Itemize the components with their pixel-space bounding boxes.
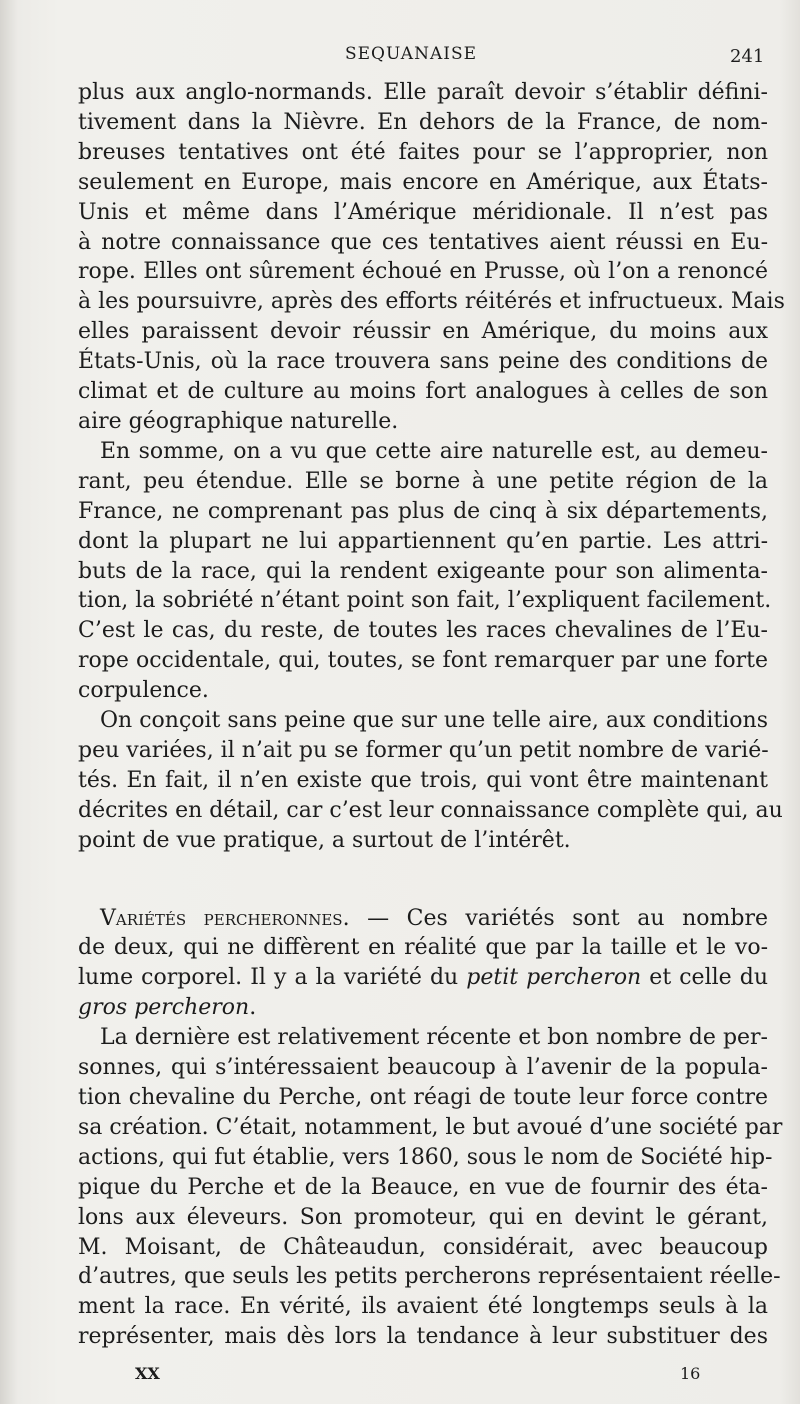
text-line: climat et de culture au moins fort analogues à celles de son: [78, 379, 768, 405]
text-line-with-italic: [78, 963, 768, 993]
text-line: peu variées, il n’ait pu se former qu’un petit nombre de varié-: [78, 737, 769, 763]
page-number: 241: [730, 46, 765, 67]
text-line: C’est le cas, du reste, de toutes les races chevalines de l’Eu-: [78, 618, 768, 644]
page-body: [78, 78, 785, 1352]
page-footer: [0, 1362, 800, 1392]
text-line: tivement dans la Nièvre. En dehors de la France, de nom-: [78, 109, 768, 135]
section-heading-text: — Ces variétés sont au nombre: [349, 905, 768, 931]
text-line: actions, qui fut établie, vers 1860, sous le nom de Société hip-: [78, 1144, 773, 1170]
text-line: tion, la sobriété n’étant point son fait, l’expliquent facilement.: [78, 588, 772, 614]
text-line: ment la race. En vérité, ils avaient été longtemps seuls à la: [78, 1294, 768, 1320]
text-line: représenter, mais dès lors la tendance à leur substituer des: [78, 1324, 768, 1350]
section-heading: Variétés percheronnes.: [100, 905, 350, 931]
text-line: décrites en détail, car c’est leur connaissance complète qui, au: [78, 797, 783, 823]
paragraph-1: [78, 78, 785, 437]
text-line: aire géographique naturelle.: [78, 408, 399, 434]
text-fragment: lume corporel. Il y a la variété du: [78, 965, 467, 991]
text-line: tion chevaline du Perche, ont réagi de toute leur force contre: [78, 1085, 768, 1110]
text-line: elles paraissent devoir réussir en Amérique, du moins aux: [78, 319, 768, 345]
text-line: tés. En fait, il n’en existe que trois, qui vont être maintenant: [78, 767, 768, 793]
text-line: rope occidentale, qui, toutes, se font remarquer par une forte: [78, 648, 768, 674]
text-fragment: .: [249, 995, 257, 1021]
text-line-with-italic: [78, 993, 768, 1023]
text-line: corpulence.: [78, 678, 209, 704]
text-line: buts de la race, qui la rendent exigeante pour son alimenta-: [78, 558, 768, 584]
sheet-number: 16: [680, 1364, 701, 1383]
text-line: seulement en Europe, mais encore en Amérique, aux États-: [78, 169, 768, 195]
paragraph-3: [78, 706, 783, 856]
text-line: à notre connaissance que ces tentatives aient réussi en Eu-: [78, 229, 768, 255]
text-line: rant, peu étendue. Elle se borne à une petite région de la: [78, 468, 768, 494]
italic-term-petit-percheron: petit percheron: [466, 965, 642, 991]
text-line: Unis et même dans l’Amérique méridionale. Il n’est pas: [78, 199, 768, 225]
text-line: point de vue pratique, a surtout de l’intérêt.: [78, 827, 571, 853]
text-line: sonnes, qui s’intéressaient beaucoup à l’avenir de la popula-: [78, 1055, 768, 1081]
section-heading-line: [78, 904, 768, 934]
italic-term-gros-percheron: gros percheron: [78, 995, 250, 1021]
text-line: rope. Elles ont sûrement échoué en Prusse, où l’on a renoncé: [78, 259, 768, 285]
text-fragment: et celle du: [641, 965, 768, 991]
text-line: La dernière est relativement récente et bon nombre de per-: [100, 1025, 768, 1051]
page-header: [0, 40, 800, 70]
text-line: En somme, on a vu que cette aire naturelle est, au demeu-: [100, 438, 768, 464]
text-line: breuses tentatives ont été faites pour se l’approprier, non: [78, 139, 768, 165]
text-line: d’autres, que seuls les petits percherons représentaient réelle-: [78, 1264, 781, 1290]
text-line: de deux, qui ne diffèrent en réalité que par la taille et le vo-: [78, 935, 768, 961]
paragraph-2: [78, 437, 772, 706]
paragraph-4: [78, 1023, 783, 1352]
text-line: M. Moisant, de Châteaudun, considérait, avec beaucoup: [78, 1234, 768, 1260]
text-line: États-Unis, où la race trouvera sans peine des conditions de: [78, 349, 768, 375]
text-line: à les poursuivre, après des efforts réitérés et infructueux. Mais: [78, 289, 785, 315]
running-head: SEQUANAISE: [345, 44, 477, 64]
text-line: France, ne comprenant pas plus de cinq à six départements,: [78, 498, 768, 524]
text-line: lons aux éleveurs. Son promoteur, qui en devint le gérant,: [78, 1204, 768, 1230]
section-spacer: [78, 856, 768, 904]
text-line: pique du Perche et de la Beauce, en vue de fournir des éta-: [78, 1174, 768, 1200]
text-line: plus aux anglo-normands. Elle paraît devoir s’établir défini-: [78, 80, 768, 105]
section-varietes-percheronnes: [78, 904, 768, 1024]
text-line: dont la plupart ne lui appartiennent qu’en partie. Les attri-: [78, 528, 768, 554]
text-line: On conçoit sans peine que sur une telle aire, aux conditions: [100, 708, 768, 734]
text-line: sa création. C’était, notamment, le but avoué d’une société par: [78, 1114, 783, 1140]
signature-mark: XX: [135, 1364, 160, 1383]
